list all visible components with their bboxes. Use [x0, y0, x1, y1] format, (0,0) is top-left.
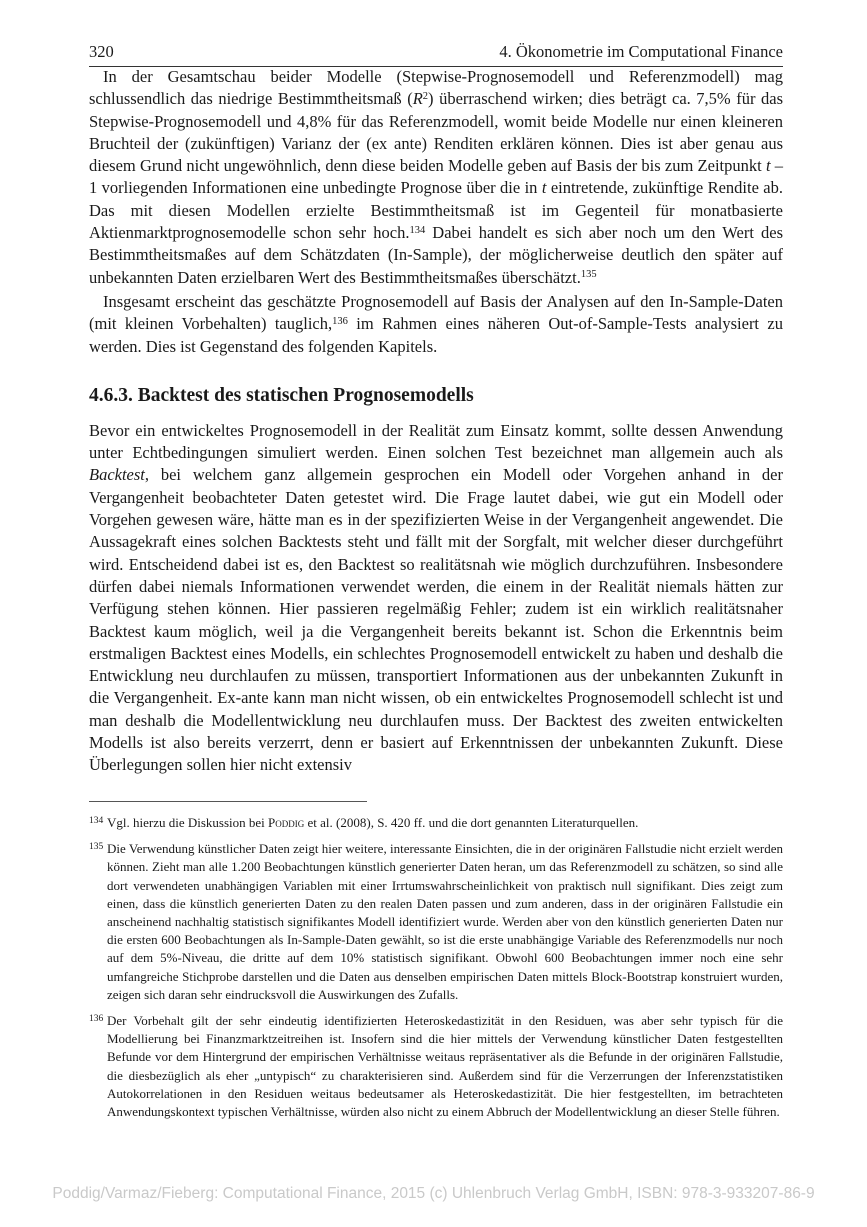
footnote-ref-135[interactable]: 135 [580, 269, 597, 281]
section-heading: 4.6.3. Backtest des statischen Prognosemodells [89, 384, 474, 406]
footnote-136: 136 Der Vorbehalt gilt der sehr eindeutig identifizierten Heteroskedastizität in den Residuen, was aber sehr typisch für die Modellierung bei Finanzmarktzeitreihen ist. Insofern sind die hier mittels der Verwendung künstlicher Daten festgestellten Befunde vor dem Hintergrund der empirischen Verhältnisse weitaus repräsentativer als die Befunde in der originären Fallstudie, die diesbezüglich als eher „untypisch“ zu charakterisieren sind. Außerdem sind für die Verzerrungen der Inferenzstatistiken Autokorrelationen in den Residuen weitaus bedeutsamer als Heteroskedastizität. Die hier festgestellten, im betrachteten Anwendungskontext typischen Verhältnisse, würden also nicht zu einem Abbruch der Modellentwicklung an dieser Stelle führen. [89, 1012, 783, 1121]
footnotes [89, 814, 783, 1129]
footnote-number: 136 [89, 1014, 104, 1025]
paragraph-2: Insgesamt erscheint das geschätzte Prognosemodell auf Basis der Analysen auf den In-Sample-Daten (mit kleinen Vorbehalten) tauglich,$^{136}$ im Rahmen eines näheren Out-of-Sample-Tests analysiert zu werden. Dies ist Gegenstand des folgenden Kapitels. [89, 291, 783, 356]
author-name: Poddig [268, 815, 305, 830]
footnote-separator [89, 801, 367, 802]
paragraph-1: In der Gesamtschau beider Modelle (Stepwise-Prognosemodell und Referenzmodell) mag schlussendlich das niedrige Bestimmtheitsmaß $(R^2)$ überraschend wirken; dies beträgt ca. 7,5% für das Stepwise-Prognosemodell und 4,8% für das Referenzmodell, womit beide Modelle nur einen kleineren Bruchteil der (zukünftigen) Varianz der (ex ante) Renditen erklären können. Dies ist aber genau aus diesem Grund nicht ungewöhnlich, denn diese beiden Modelle geben auf Basis der bis zum Zeitpunkt t – 1 vorliegenden Informationen eine unbedingte Prognose über die in t eintretende, zukünftige Rendite ab. Das mit diesen Modellen erzielte Bestimmtheitsmaß ist im Gegenteil für monatbasierte Aktienmarktprognosemodelle schon sehr hoch.$^{134}$ Dabei handelt es sich aber noch um den Wert des Bestimmtheitsmaßes auf dem Schätzdaten (In-Sample), der möglicherweise deutlich den später auf unbekannten Daten erzielbaren Wert des Bestimmtheitsmaßes überschätzt.$^{135}$ [89, 67, 784, 287]
footnote-ref-134[interactable]: 134 [409, 224, 426, 236]
r-symbol: R [412, 89, 423, 109]
footnote-134: 134 Vgl. hierzu die Diskussion bei Poddig et al. (2008), S. 420 ff. und die dort genannten Literaturquellen. [89, 814, 783, 832]
paragraph-3: Bevor ein entwickeltes Prognosemodell in der Realität zum Einsatz kommt, sollte dessen Anwendung unter Echtbedingungen simuliert werden. Einen solchen Test bezeichnet man allgemein auch als Backtest, bei welchem ganz allgemein gesprochen ein Modell oder Vorgehen anhand in der Vergangenheit beobachteter Daten getestet wird. Die Frage lautet dabei, wie gut ein Modell oder Vorgehen gewesen wäre, hätte man es in der spezifizierten Weise in der Vergangenheit angewendet. Die Aussagekraft eines solchen Backtests steht und fällt mit der Sorgfalt, mit welcher dieser durchgeführt wird. Entscheidend dabei ist es, den Backtest so realitätsnah wie möglich durchzuführen. Insbesondere dürfen dabei niemals Informationen verwendet werden, die einem in der Realität niemals hätten zur Verfügung stehen können. Hier passieren regelmäßig Fehler; zudem ist ein wirklich realitätsnaher Backtest kaum möglich, weil ja die Vergangenheit bereits bekannt ist. Schon die Erkenntnis beim erstmaligen Backtest eines Modells, ein schlechtes Prognosemodell entwickelt zu haben und deshalb die Entwicklung neu durchlaufen zu müssen, transportiert Informationen aus der unbekannten Zukunft in die Vergangenheit. Ex-ante kann man nicht wissen, ob ein entwickeltes Prognosemodell schlecht ist und man deshalb die Modellentwicklung neu durchlaufen muss. Der Backtest des zweiten entwickelten Modells ist also bereits verzerrt, denn er basiert auf Erkenntnissen der unbekannten Zukunft. Diese Überlegungen sollen hier nicht extensiv [89, 420, 783, 775]
page-number: 320 [89, 42, 114, 61]
chapter-title: 4. Ökonometrie im Computational Finance [499, 42, 783, 61]
running-header [89, 41, 783, 63]
footnote-number: 135 [89, 842, 104, 853]
backtest-term: Backtest [89, 465, 145, 485]
footnote-135: 135 Die Verwendung künstlicher Daten zeigt hier weitere, interessante Einsichten, die in der originären Fallstudie nicht erzielt werden können. Zieht man alle 1.200 Beobachtungen künstlich generierter Daten heran, um das Referenzmodell zu schätzen, so sind alle dort verwendeten unabhängigen Variablen mit einer Irrtumswahrscheinlichkeit von praktisch null signifikant. Dies zeigt zum einen, dass die künstlich generierten Daten zu den realen Daten passen und zum anderen, dass in der originären Fallstudie ein anscheinend nachhaltig statistisch signifikantes Modell identifiziert wurde. Werden aber von den künstlich generierten Daten nur die ersten 600 Beobachtungen als In-Sample-Daten gewählt, so ist die erste unabhängige Variable des Referenzmodells nur noch auf dem 5%-Niveau, die dritte auf dem 10% statistisch signifikant. Obwohl 600 Beobachtungen immer noch eine sehr umfangreiche Stichprobe darstellen und die Daten aus denselben empirischen Daten mittels Block-Bootstrap konstruiert wurden, zeigen sich daran sehr eindrucksvoll die Auswirkungen des Zufalls. [89, 840, 783, 1004]
footnote-number: 134 [89, 816, 104, 826]
body-text [89, 66, 783, 777]
copyright-watermark: Poddig/Varmaz/Fieberg: Computational Finance, 2015 (c) Uhlenbruch Verlag GmbH, ISBN: 978-3-933207-86-9 [52, 1185, 815, 1202]
footnote-ref-136[interactable]: 136 [332, 315, 348, 327]
